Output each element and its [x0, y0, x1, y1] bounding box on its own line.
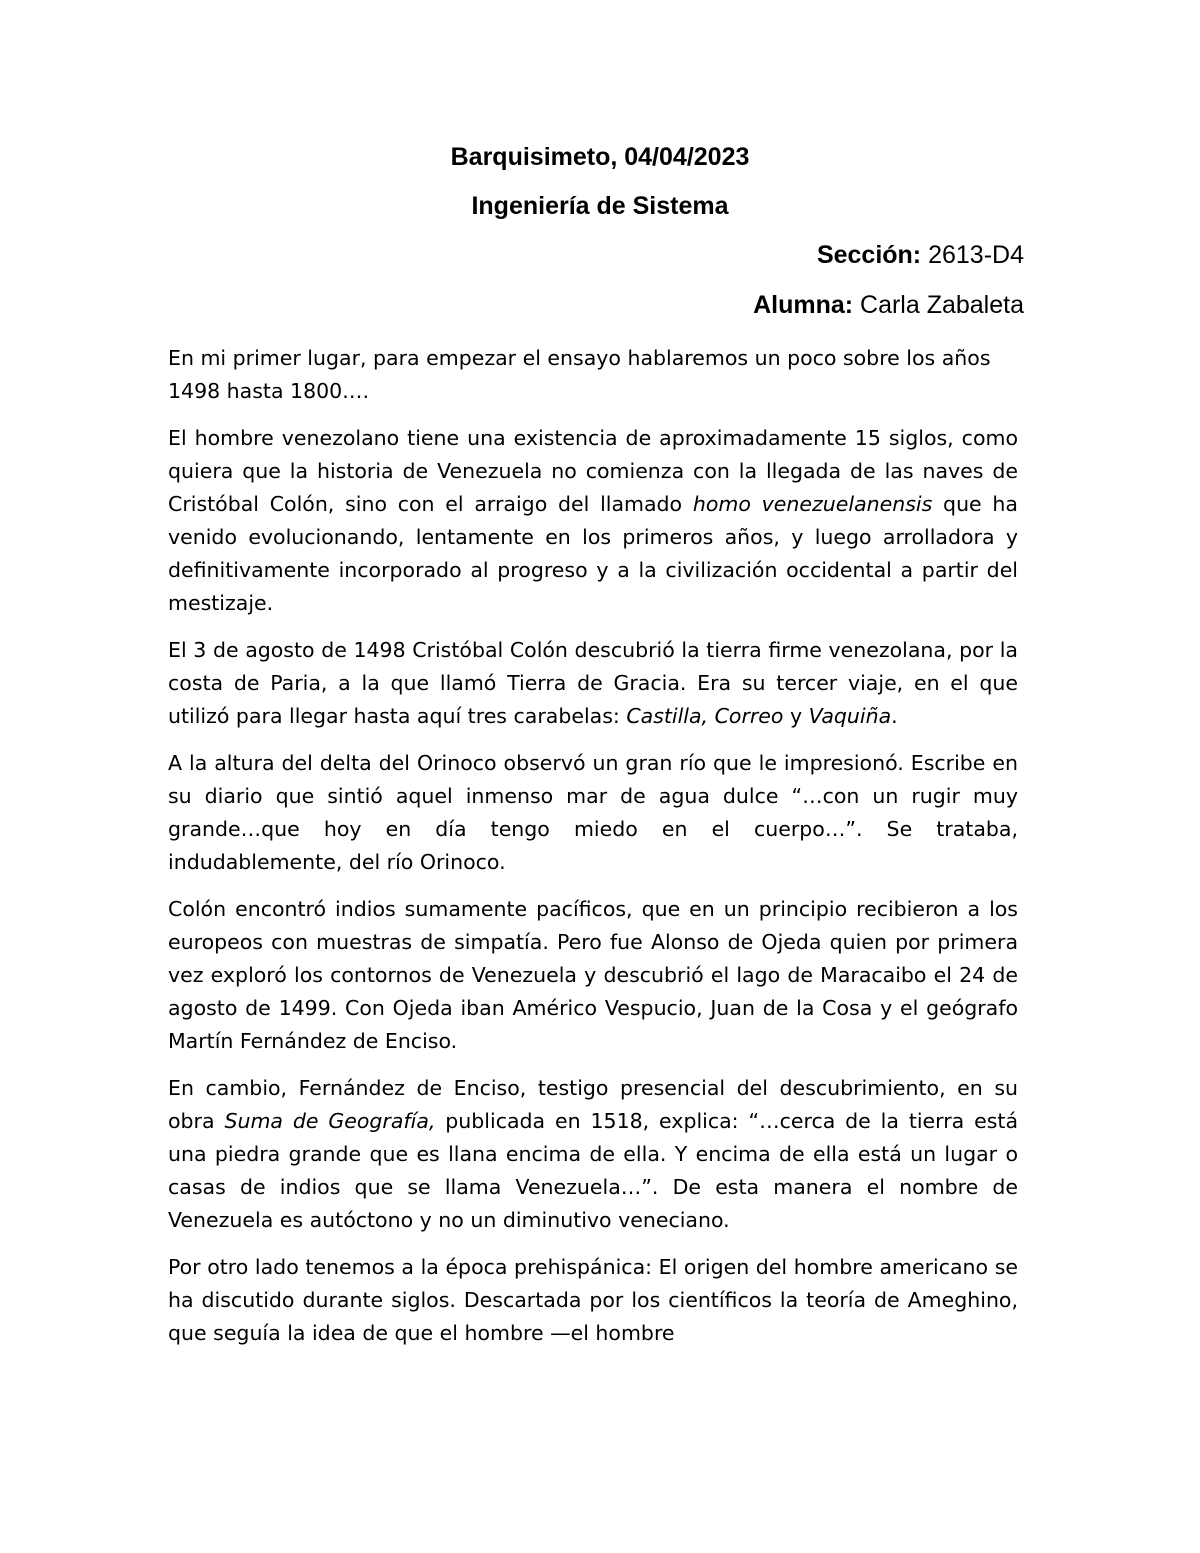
paragraph-venezuelan-man	[168, 422, 1018, 620]
paragraph-intro: En mi primer lugar, para empezar el ensayo hablaremos un poco sobre los años 1498 hasta 1800.…	[168, 346, 991, 403]
italic-ship-name: Vaquiña	[808, 704, 892, 728]
student-value: Carla Zabaleta	[853, 291, 1024, 319]
section-value: 2613-D4	[921, 241, 1024, 269]
paragraph-text: que ha venido evolucionando, lentamente en los primeros años, y luego arrolladora y definitivamente incorporado al progreso y a la civilización occidental a partir del mestizaje.	[168, 492, 1018, 615]
career-heading: Ingeniería de Sistema	[471, 192, 729, 220]
section-line	[817, 241, 1024, 270]
italic-book-title: Suma de Geografía,	[224, 1109, 436, 1133]
italic-term: homo venezuelanensis	[692, 492, 933, 516]
paragraph-text: El 3 de agosto de 1498 Cristóbal Colón descubrió la tierra firme venezolana, por la costa de Paria, a la que llamó Tierra de Gracia. Era su tercer viaje, en el que utilizó para llegar hasta aquí tres carabelas:	[168, 638, 1018, 728]
paragraph-prehispanic: Por otro lado tenemos a la época prehispánica: El origen del hombre americano se ha discutido durante siglos. Descartada por los científicos la teoría de Ameghino, que seguía la idea de que el hombre —el hombre	[168, 1255, 1018, 1345]
paragraph-orinoco: A la altura del delta del Orinoco observó un gran río que le impresionó. Escribe en su diario que sintió aquel inmenso mar de agua dulce “…con un rugir muy grande…que hoy en día tengo miedo en el cuerpo…”. Se trataba, indudablemente, del río Orinoco.	[168, 751, 1018, 874]
student-label: Alumna:	[753, 291, 854, 319]
paragraph-text: En cambio, Fernández de Enciso, testigo presencial del descubrimiento, en su obra	[168, 1076, 1018, 1133]
paragraph-text: El hombre venezolano tiene una existencia de aproximadamente 15 siglos, como quiera que la historia de Venezuela no comienza con la llegada de las naves de Cristóbal Colón, sino con el arraigo del llamado	[168, 426, 1018, 516]
italic-ship-names: Castilla, Correo	[626, 704, 784, 728]
paragraph-text: y	[783, 704, 809, 728]
paragraph-enciso	[168, 1072, 1018, 1237]
student-line	[753, 291, 1024, 320]
section-label: Sección:	[816, 241, 922, 269]
paragraph-ojeda: Colón encontró indios sumamente pacíficos, que en un principio recibieron a los europeos con muestras de simpatía. Pero fue Alonso de Ojeda quien por primera vez exploró los contornos de Venezuela y descubrió el lago de Maracaibo el 24 de agosto de 1499. Con Ojeda iban Américo Vespucio, Juan de la Cosa y el geógrafo Martín Fernández de Enciso.	[168, 897, 1018, 1053]
paragraph-text: .	[891, 704, 898, 728]
paragraph-columbus-arrival	[168, 634, 1018, 733]
place-date-heading: Barquisimeto, 04/04/2023	[450, 143, 750, 171]
paragraph-text: publicada en 1518, explica: “…cerca de la tierra está una piedra grande que es llana encima de ella. Y encima de ella está un lugar o casas de indios que se llama Venezuela…”. De esta manera el nombre de Venezuela es autóctono y no un diminutivo veneciano.	[168, 1109, 1019, 1232]
essay-body	[168, 342, 1018, 1364]
